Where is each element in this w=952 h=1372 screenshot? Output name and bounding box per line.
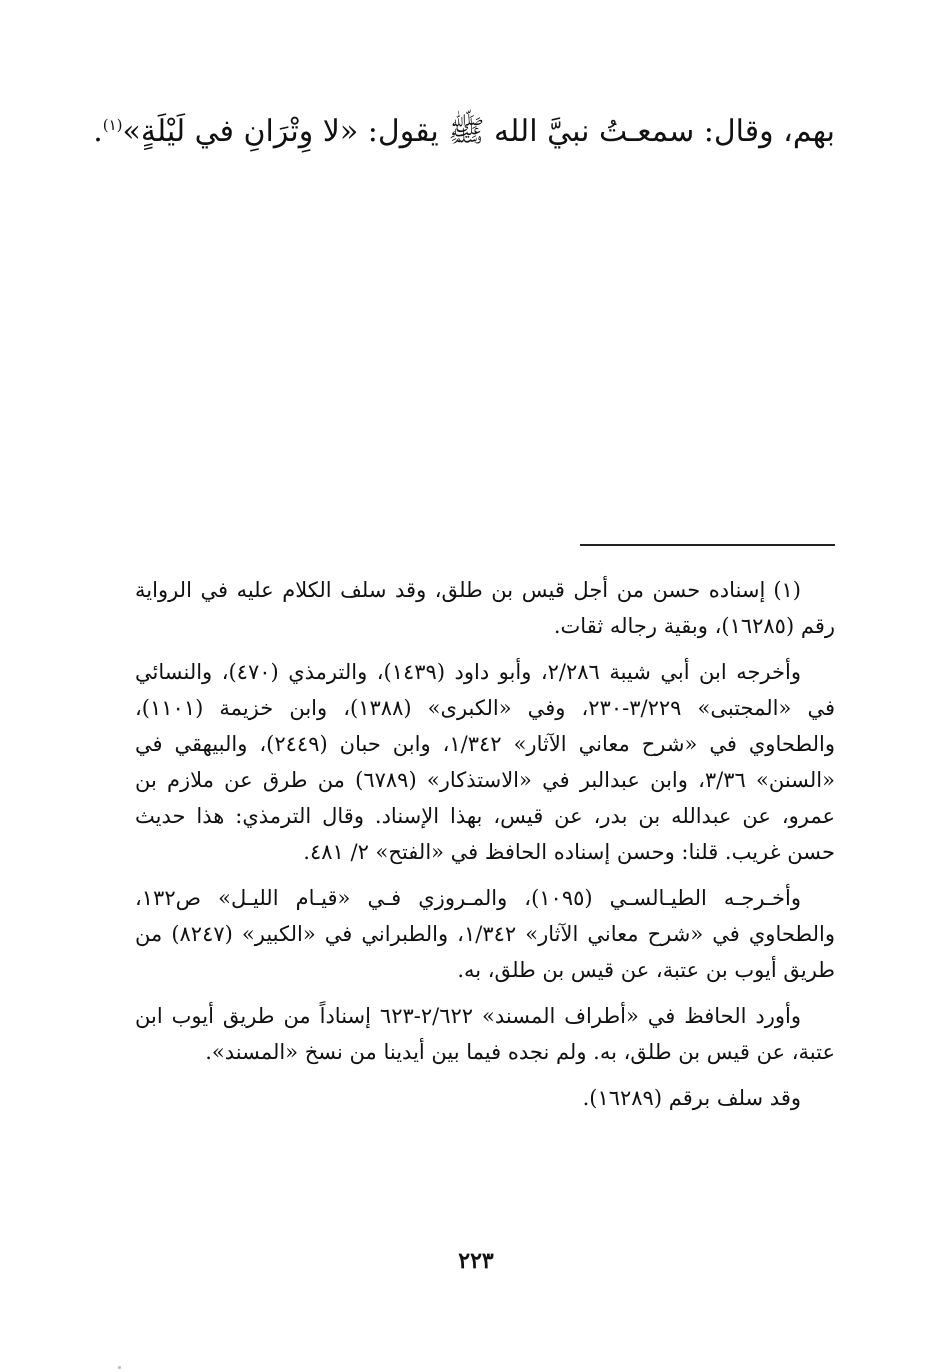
footnote-paragraph: [135, 998, 835, 1070]
footnote-paragraph: [135, 1080, 835, 1116]
footnote-text: إسناده حسن من أجل قيس بن طلق، وقد سلف الكلام عليه في الرواية رقم (١٦٢٨٥)، وبقية رجاله ثقات.: [135, 578, 835, 638]
page-number: ٢٢٣: [458, 1248, 494, 1274]
footnote-text: وأورد الحافظ في «أطراف المسند» ٢/٦٢٢-٦٢٣ إسناداً من طريق أيوب ابن عتبة، عن قيس بن طلق، به. ولم نجده فيما بين أيدينا من نسخ «المسند».: [135, 1004, 835, 1064]
footnote-paragraph: [135, 654, 835, 870]
footnote-text: وقد سلف برقم (١٦٢٨٩).: [582, 1086, 801, 1110]
footnotes-section: [135, 572, 835, 1126]
main-line-end: .: [93, 114, 103, 149]
footnote-paragraph: [135, 880, 835, 988]
footnote-text: وأخرجه ابن أبي شيبة ٢/٢٨٦، وأبو داود (١٤٣٩)، والترمذي (٤٧٠)، والنسائي في «المجتبى» ٣/٢٢٩-٢٣٠، وفي «الكبرى» (١٣٨٨)، وابن خزيمة (١١٠١)، والطحاوي في «شرح معاني الآثار» ١/٣٤٢، وابن حبان (٢٤٤٩)، والبيهقي في «السنن» ٣/٣٦، وابن عبدالبر في «الاستذكار» (٦٧٨٩) من طرق عن ملازم بن عمرو، عن عبدالله بن بدر، عن قيس، بهذا الإسناد. وقال الترمذي: هذا حديث حسن غريب. قلنا: وحسن إسناده الحافظ في «الفتح» ٢/ ٤٨١.: [135, 660, 835, 864]
footnote-reference: (١): [102, 116, 123, 134]
footnote-marker: (١): [773, 578, 801, 602]
footnote-separator: [580, 544, 835, 546]
footnote-paragraph: [135, 572, 835, 644]
main-line: بهم، وقال: سمعـتُ نبيَّ الله ﷺ يقول: «لا وِتْرَانِ في لَيْلَةٍ»: [122, 114, 835, 149]
scan-speck: [118, 1366, 121, 1369]
footnote-text: وأخـرجـه الطيـالسـي (١٠٩٥)، والمـروزي فـي «قيـام الليـل» ص١٣٢، والطحاوي في «شرح معاني الآثار» ١/٣٤٢، والطبراني في «الكبير» (٨٢٤٧) من طريق أيوب بن عتبة، عن قيس بن طلق، به.: [135, 886, 835, 982]
main-hadith-text: [93, 108, 835, 156]
